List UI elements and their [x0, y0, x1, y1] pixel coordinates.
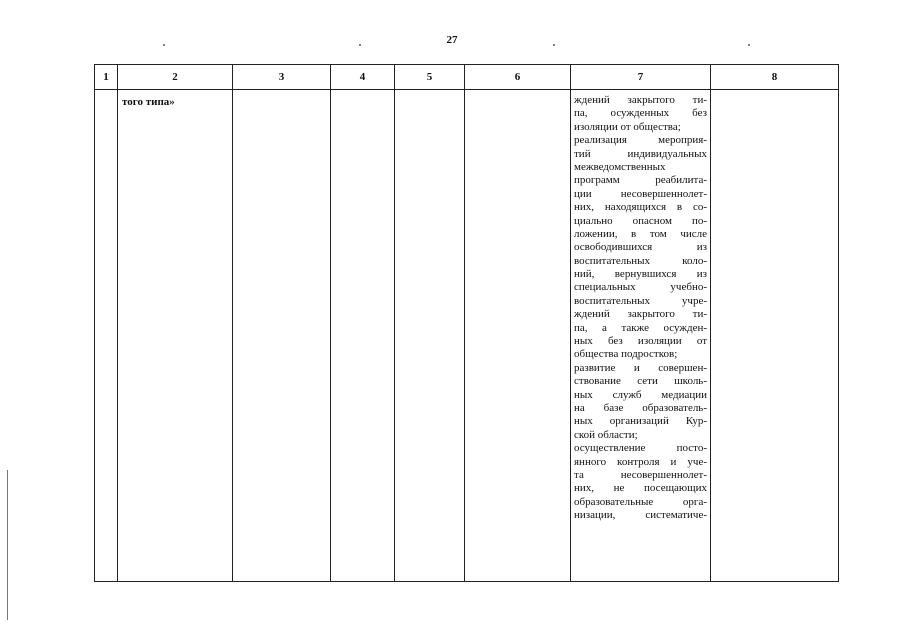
- col7-text-line: па, а также осужден-: [574, 321, 707, 334]
- col7-text-line: них, не посещающих: [574, 482, 707, 495]
- cell-col4: [331, 90, 395, 582]
- column-header-4: 4: [331, 65, 395, 90]
- col7-text-line: ской области;: [574, 428, 638, 441]
- col7-text-line: та несовершеннолет-: [574, 468, 707, 481]
- col7-text-line: циально опасном по-: [574, 214, 707, 227]
- col7-text-line: изоляции от общества;: [574, 120, 681, 133]
- column-header-7: 7: [571, 65, 711, 90]
- cell-col1: [95, 90, 118, 582]
- col7-text-line: ствование сети школь-: [574, 375, 707, 388]
- col7-text-line: межведомственных: [574, 160, 666, 173]
- column-header-2: 2: [118, 65, 233, 90]
- col7-text-line: на базе образователь-: [574, 401, 707, 414]
- cell-col2: того типа»: [118, 90, 233, 582]
- col7-text-line: них, находящихся в со-: [574, 201, 707, 214]
- col7-text-line: тий индивидуальных: [574, 147, 707, 160]
- col7-text-line: па, осужденных без: [574, 107, 707, 120]
- col7-text-line: ции несовершеннолет-: [574, 187, 707, 200]
- col7-text-line: осуществление посто-: [574, 442, 707, 455]
- col7-text-line: ных без изоляции от: [574, 335, 707, 348]
- col7-text-line: образовательные орга-: [574, 495, 707, 508]
- scan-speck: [163, 44, 165, 46]
- col7-text-line: воспитательных учре-: [574, 294, 707, 307]
- col7-text-line: ложении, в том числе: [574, 227, 707, 240]
- page-number: 27: [446, 34, 458, 46]
- column-header-6: 6: [465, 65, 571, 90]
- col7-text-line: янного контроля и уче-: [574, 455, 707, 468]
- cell-col8: [711, 90, 839, 582]
- document-table: [94, 64, 839, 582]
- col7-text-line: освободившихся из: [574, 241, 707, 254]
- scan-speck: [748, 44, 750, 46]
- cell-col3: [233, 90, 331, 582]
- column-header-8: 8: [711, 65, 839, 90]
- scan-speck: [553, 44, 555, 46]
- col7-text-line: развитие и совершен-: [574, 361, 707, 374]
- col7-text-line: программ реабилита-: [574, 174, 707, 187]
- col7-text-line: воспитательных коло-: [574, 254, 707, 267]
- table-header-row: [95, 65, 839, 90]
- col7-text-line: специальных учебно-: [574, 281, 707, 294]
- scan-speck: [359, 44, 361, 46]
- column-header-3: 3: [233, 65, 331, 90]
- table-row: [95, 90, 839, 582]
- col7-text-line: ных служб медиации: [574, 388, 707, 401]
- col7-text-line: реализация мероприя-: [574, 134, 707, 147]
- cell-col7: [571, 90, 711, 582]
- column-header-5: 5: [395, 65, 465, 90]
- col7-text-line: ных организаций Кур-: [574, 415, 707, 428]
- scan-margin-line: [7, 470, 8, 620]
- col7-text-line: ждений закрытого ти-: [574, 94, 707, 106]
- cell-col5: [395, 90, 465, 582]
- cell-col6: [465, 90, 571, 582]
- col7-text-line: низации, систематиче-: [574, 509, 707, 522]
- column-header-1: 1: [95, 65, 118, 90]
- col7-text-line: ждений закрытого ти-: [574, 308, 707, 321]
- col7-text-line: общества подростков;: [574, 348, 678, 361]
- col7-text-line: ний, вернувшихся из: [574, 268, 707, 281]
